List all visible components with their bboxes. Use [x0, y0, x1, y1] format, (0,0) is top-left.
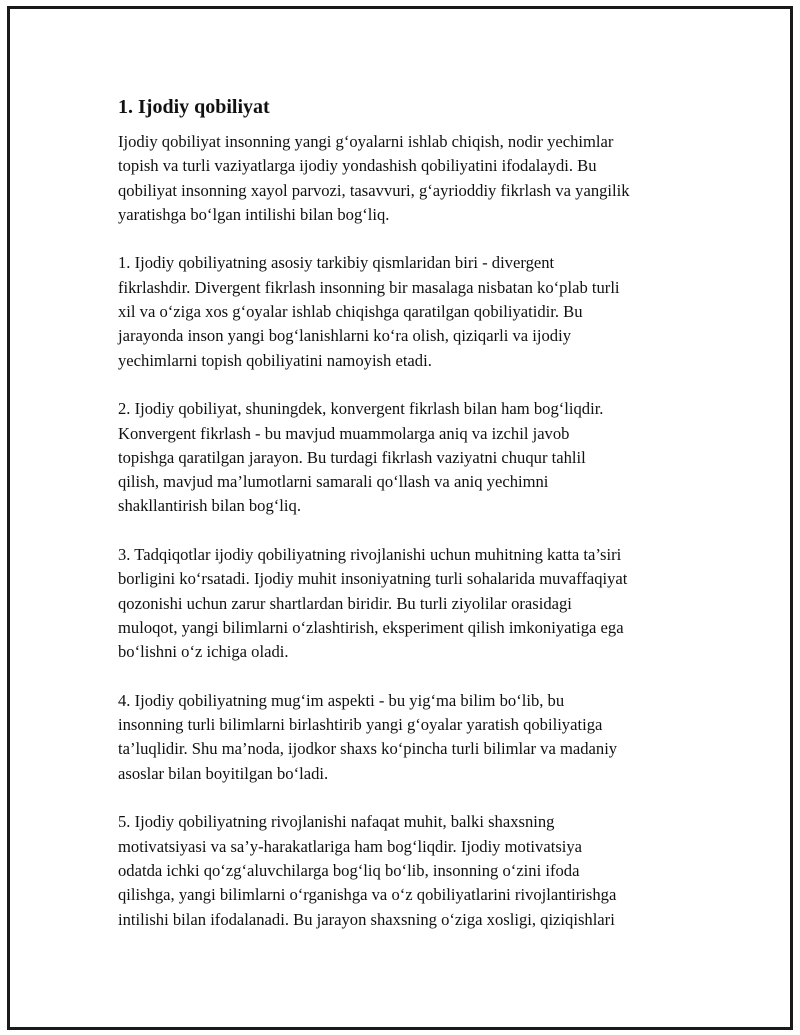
paragraph-4: 4. Ijodiy qobiliyatning mug‘im aspekti - bu yig‘ma bilim bo‘lib, bu insonning turli bilimlarni birlashtirib yangi g‘oyalar yaratish qobiliyatiga ta’luqlidir. Shu ma’noda, ijodkor shaxs ko‘pincha turli bilimlar va madaniy asoslar bilan boyitilgan bo‘ladi.	[118, 690, 618, 783]
paragraph-5: 5. Ijodiy qobiliyatning rivojlanishi nafaqat muhit, balki shaxsning motivatsiyasi va sa’y-harakatlariga ham bog‘liqdir. Ijodiy motivatsiya odatda ichki qo‘zg‘aluvchilarga bog‘liq bo‘lib, insonning o‘zini ifoda qilishga, yangi bilimlarni o‘rganishga va o‘z qobiliyatlarini rivojlantirishga intilishi bilan ifodalanadi. Bu jarayon shaxsning o‘ziga xosligi, qiziqishlari	[118, 812, 617, 929]
paragraph-1: 1. Ijodiy qobiliyatning asosiy tarkibiy qismlaridan biri - divergent fikrlashdir. Divergent fikrlash insonning bir masalaga nisbatan ko‘plab turli xil va o‘ziga xos g‘oyalar ishlab chiqishga qaratilgan qobiliyatidir. Bu jarayonda inson yangi bog‘lanishlarni ko‘ra olish, qiziqarli va ijodiy yechimlarni topish qobiliyatini namoyish etadi.	[118, 253, 620, 370]
intro-paragraph: Ijodiy qobiliyat insonning yangi g‘oyalarni ishlab chiqish, nodir yechimlar topish va turli vaziyatlarga ijodiy yondashish qobiliyatini ifodalaydi. Bu qobiliyat insonning xayol parvozi, tasavvuri, g‘ayrioddiy fikrlash va yangilik yaratishga bo‘lgan intilishi bilan bog‘liq.	[118, 132, 630, 224]
section-heading: 1. Ijodiy qobiliyat	[118, 96, 270, 118]
paragraph-3: 3. Tadqiqotlar ijodiy qobiliyatning rivojlanishi uchun muhitning katta ta’siri borligini ko‘rsatadi. Ijodiy muhit insoniyatning turli sohalarida muvaffaqiyat qozonishi uchun zarur shartlardan biridir. Bu turli ziyolilar orasidagi muloqot, yangi bilimlarni o‘zlashtirish, eksperiment qilish imkoniyatiga ega bo‘lishni o‘z ichiga oladi.	[118, 545, 628, 662]
document-body	[110, 93, 690, 956]
paragraph-2: 2. Ijodiy qobiliyat, shuningdek, konvergent fikrlash bilan ham bog‘liqdir. Konvergent fikrlash - bu mavjud muammolarga aniq va izchil javob topishga qaratilgan jarayon. Bu turdagi fikrlash vaziyatni chuqur tahlil qilish, mavjud ma’lumotlarni samarali qo‘llash va aniq yechimni shakllantirish bilan bog‘liq.	[118, 399, 604, 516]
